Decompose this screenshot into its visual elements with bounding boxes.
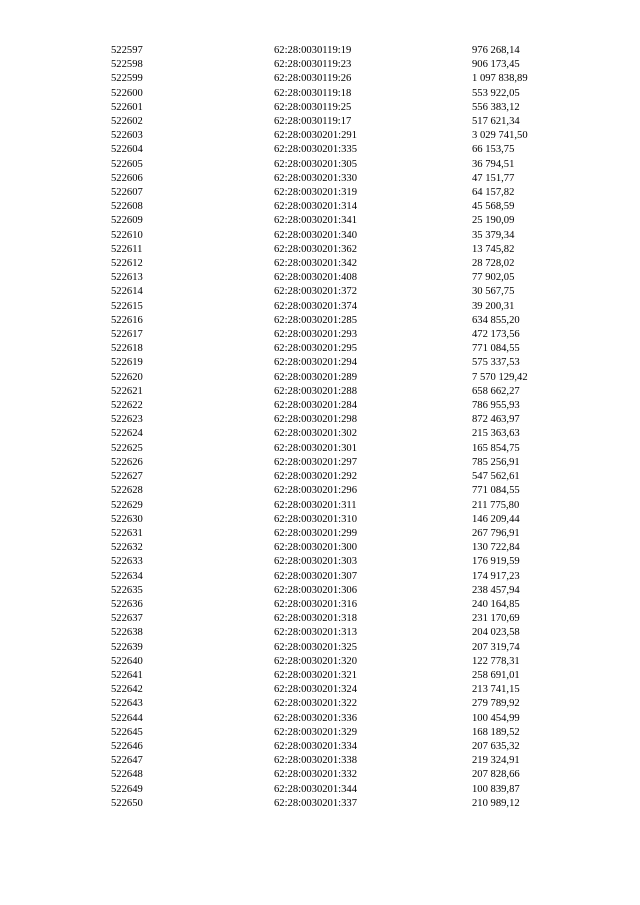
- table-body: [111, 44, 562, 811]
- cadastral-value-cell: 472 173,56: [472, 329, 520, 341]
- cadastral-number-cell: 62:28:0030201:298: [274, 414, 357, 426]
- cadastral-number-cell: 62:28:0030201:300: [274, 542, 357, 554]
- cadastral-value-cell: 906 173,45: [472, 59, 520, 71]
- record-number-cell: 522599: [111, 73, 143, 85]
- record-number-cell: 522615: [111, 300, 143, 312]
- cadastral-number-cell: 62:28:0030201:335: [274, 144, 357, 156]
- cadastral-value-cell: 267 796,91: [472, 527, 520, 539]
- record-number-cell: 522643: [111, 698, 143, 710]
- record-number-cell: 522609: [111, 215, 143, 227]
- table-row: [111, 101, 562, 115]
- record-number-cell: 522624: [111, 428, 143, 440]
- cadastral-number-cell: 62:28:0030201:338: [274, 755, 357, 767]
- record-number-cell: 522607: [111, 187, 143, 199]
- cadastral-value-cell: 28 728,02: [472, 258, 515, 270]
- cadastral-value-cell: 219 324,91: [472, 755, 520, 767]
- record-number-cell: 522606: [111, 172, 143, 184]
- table-row: [111, 626, 562, 640]
- cadastral-value-cell: 634 855,20: [472, 314, 520, 326]
- cadastral-value-cell: 771 084,55: [472, 343, 520, 355]
- cadastral-number-cell: 62:28:0030201:322: [274, 698, 357, 710]
- cadastral-value-cell: 210 989,12: [472, 797, 520, 809]
- table-row: [111, 669, 562, 683]
- cadastral-value-cell: 168 189,52: [472, 726, 520, 738]
- cadastral-value-cell: 165 854,75: [472, 442, 520, 454]
- cadastral-number-cell: 62:28:0030201:324: [274, 684, 357, 696]
- cadastral-value-cell: 130 722,84: [472, 542, 520, 554]
- cadastral-value-cell: 517 621,34: [472, 116, 520, 128]
- cadastral-number-cell: 62:28:0030201:293: [274, 329, 357, 341]
- cadastral-number-cell: 62:28:0030201:299: [274, 527, 357, 539]
- cadastral-number-cell: 62:28:0030201:284: [274, 400, 357, 412]
- record-number-cell: 522619: [111, 357, 143, 369]
- cadastral-value-cell: 35 379,34: [472, 229, 515, 241]
- cadastral-number-cell: 62:28:0030201:320: [274, 655, 357, 667]
- table-row: [111, 768, 562, 782]
- record-number-cell: 522621: [111, 385, 143, 397]
- record-number-cell: 522627: [111, 471, 143, 483]
- cadastral-number-cell: 62:28:0030201:321: [274, 669, 357, 681]
- table-row: [111, 726, 562, 740]
- cadastral-number-cell: 62:28:0030201:303: [274, 556, 357, 568]
- cadastral-value-cell: 25 190,09: [472, 215, 515, 227]
- cadastral-value-cell: 231 170,69: [472, 613, 520, 625]
- record-number-cell: 522598: [111, 59, 143, 71]
- cadastral-value-cell: 207 635,32: [472, 740, 520, 752]
- cadastral-number-cell: 62:28:0030201:301: [274, 442, 357, 454]
- cadastral-value-cell: 785 256,91: [472, 456, 520, 468]
- cadastral-number-cell: 62:28:0030201:344: [274, 783, 357, 795]
- cadastral-value-cell: 45 568,59: [472, 201, 515, 213]
- table-row: [111, 300, 562, 314]
- table-row: [111, 87, 562, 101]
- record-number-cell: 522636: [111, 598, 143, 610]
- cadastral-number-cell: 62:28:0030201:330: [274, 172, 357, 184]
- table-row: [111, 115, 562, 129]
- cadastral-value-cell: 976 268,14: [472, 45, 520, 56]
- table-row: [111, 499, 562, 513]
- table-row: [111, 399, 562, 413]
- cadastral-number-cell: 62:28:0030119:25: [274, 101, 352, 113]
- record-number-cell: 522644: [111, 712, 143, 724]
- table-row: [111, 427, 562, 441]
- record-number-cell: 522612: [111, 258, 143, 270]
- cadastral-value-cell: 215 363,63: [472, 428, 520, 440]
- table-row: [111, 271, 562, 285]
- record-number-cell: 522650: [111, 797, 143, 809]
- cadastral-value-cell: 3 029 741,50: [472, 130, 528, 142]
- table-row: [111, 754, 562, 768]
- record-number-cell: 522632: [111, 542, 143, 554]
- table-row: [111, 527, 562, 541]
- table-row: [111, 570, 562, 584]
- table-row: [111, 584, 562, 598]
- cadastral-value-cell: 658 662,27: [472, 385, 520, 397]
- cadastral-value-cell: 786 955,93: [472, 400, 520, 412]
- cadastral-number-cell: 62:28:0030201:297: [274, 456, 357, 468]
- record-number-cell: 522597: [111, 45, 143, 56]
- cadastral-number-cell: 62:28:0030201:319: [274, 187, 357, 199]
- table-row: [111, 740, 562, 754]
- table-row: [111, 285, 562, 299]
- cadastral-number-cell: 62:28:0030201:314: [274, 201, 357, 213]
- record-number-cell: 522601: [111, 101, 143, 113]
- cadastral-number-cell: 62:28:0030201:318: [274, 613, 357, 625]
- record-number-cell: 522639: [111, 641, 143, 653]
- cadastral-value-cell: 174 917,23: [472, 570, 520, 582]
- cadastral-value-cell: 213 741,15: [472, 684, 520, 696]
- cadastral-value-cell: 1 097 838,89: [472, 73, 528, 85]
- cadastral-value-cell: 575 337,53: [472, 357, 520, 369]
- cadastral-value-cell: 204 023,58: [472, 627, 520, 639]
- record-number-cell: 522620: [111, 371, 143, 383]
- cadastral-number-cell: 62:28:0030201:337: [274, 797, 357, 809]
- record-number-cell: 522649: [111, 783, 143, 795]
- cadastral-number-cell: 62:28:0030201:325: [274, 641, 357, 653]
- cadastral-number-cell: 62:28:0030201:288: [274, 385, 357, 397]
- table-row: [111, 456, 562, 470]
- cadastral-number-cell: 62:28:0030201:289: [274, 371, 357, 383]
- table-row: [111, 541, 562, 555]
- table-row: [111, 484, 562, 498]
- record-number-cell: 522625: [111, 442, 143, 454]
- cadastral-number-cell: 62:28:0030201:311: [274, 499, 357, 511]
- table-row: [111, 356, 562, 370]
- table-row: [111, 72, 562, 86]
- cadastral-value-cell: 122 778,31: [472, 655, 520, 667]
- table-row: [111, 598, 562, 612]
- table-row: [111, 513, 562, 527]
- cadastral-number-cell: 62:28:0030201:307: [274, 570, 357, 582]
- cadastral-value-cell: 240 164,85: [472, 598, 520, 610]
- record-number-cell: 522640: [111, 655, 143, 667]
- cadastral-number-cell: 62:28:0030201:285: [274, 314, 357, 326]
- cadastral-value-cell: 211 775,80: [472, 499, 520, 511]
- table-row: [111, 314, 562, 328]
- table-row: [111, 158, 562, 172]
- table-row: [111, 783, 562, 797]
- table-row: [111, 655, 562, 669]
- table-row: [111, 257, 562, 271]
- cadastral-number-cell: 62:28:0030201:305: [274, 158, 357, 170]
- record-number-cell: 522646: [111, 740, 143, 752]
- cadastral-value-cell: 77 902,05: [472, 272, 515, 284]
- table-row: [111, 612, 562, 626]
- record-number-cell: 522648: [111, 769, 143, 781]
- cadastral-value-cell: 146 209,44: [472, 513, 520, 525]
- cadastral-number-cell: 62:28:0030119:26: [274, 73, 352, 85]
- cadastral-number-cell: 62:28:0030201:334: [274, 740, 357, 752]
- table-row: [111, 129, 562, 143]
- cadastral-value-cell: 7 570 129,42: [472, 371, 528, 383]
- cadastral-value-cell: 36 794,51: [472, 158, 515, 170]
- record-number-cell: 522634: [111, 570, 143, 582]
- cadastral-value-cell: 207 319,74: [472, 641, 520, 653]
- cadastral-value-cell: 547 562,61: [472, 471, 520, 483]
- cadastral-value-cell: 100 839,87: [472, 783, 520, 795]
- cadastral-number-cell: 62:28:0030201:362: [274, 243, 357, 255]
- cadastral-value-cell: 30 567,75: [472, 286, 515, 298]
- cadastral-value-cell: 258 691,01: [472, 669, 520, 681]
- cadastral-number-cell: 62:28:0030201:294: [274, 357, 357, 369]
- record-number-cell: 522613: [111, 272, 143, 284]
- cadastral-number-cell: 62:28:0030201:374: [274, 300, 357, 312]
- table-row: [111, 413, 562, 427]
- record-number-cell: 522605: [111, 158, 143, 170]
- cadastral-value-cell: 238 457,94: [472, 584, 520, 596]
- record-number-cell: 522614: [111, 286, 143, 298]
- cadastral-number-cell: 62:28:0030119:18: [274, 87, 352, 99]
- table-row: [111, 385, 562, 399]
- cadastral-value-cell: 66 153,75: [472, 144, 515, 156]
- cadastral-number-cell: 62:28:0030201:292: [274, 471, 357, 483]
- table-row: [111, 44, 562, 58]
- table-row: [111, 229, 562, 243]
- record-number-cell: 522617: [111, 329, 143, 341]
- cadastral-value-cell: 553 922,05: [472, 87, 520, 99]
- table-row: [111, 328, 562, 342]
- cadastral-value-cell: 279 789,92: [472, 698, 520, 710]
- table-row: [111, 371, 562, 385]
- cadastral-value-cell: 100 454,99: [472, 712, 520, 724]
- cadastral-value-cell: 64 157,82: [472, 187, 515, 199]
- cadastral-number-cell: 62:28:0030201:302: [274, 428, 357, 440]
- cadastral-value-cell: 771 084,55: [472, 485, 520, 497]
- cadastral-number-cell: 62:28:0030201:332: [274, 769, 357, 781]
- table-row: [111, 172, 562, 186]
- record-number-cell: 522647: [111, 755, 143, 767]
- table-row: [111, 58, 562, 72]
- record-number-cell: 522600: [111, 87, 143, 99]
- table-row: [111, 470, 562, 484]
- table-row: [111, 712, 562, 726]
- cadastral-number-cell: 62:28:0030201:342: [274, 258, 357, 270]
- table-row: [111, 200, 562, 214]
- record-number-cell: 522629: [111, 499, 143, 511]
- cadastral-number-cell: 62:28:0030201:291: [274, 130, 357, 142]
- record-number-cell: 522616: [111, 314, 143, 326]
- record-number-cell: 522635: [111, 584, 143, 596]
- cadastral-number-cell: 62:28:0030119:19: [274, 45, 352, 56]
- table-row: [111, 442, 562, 456]
- record-number-cell: 522603: [111, 130, 143, 142]
- cadastral-number-cell: 62:28:0030201:408: [274, 272, 357, 284]
- record-number-cell: 522623: [111, 414, 143, 426]
- record-number-cell: 522611: [111, 243, 143, 255]
- cadastral-number-cell: 62:28:0030201:296: [274, 485, 357, 497]
- cadastral-value-cell: 207 828,66: [472, 769, 520, 781]
- cadastral-number-cell: 62:28:0030119:23: [274, 59, 352, 71]
- cadastral-value-cell: 556 383,12: [472, 101, 520, 113]
- record-number-cell: 522630: [111, 513, 143, 525]
- record-number-cell: 522602: [111, 116, 143, 128]
- record-number-cell: 522604: [111, 144, 143, 156]
- cadastral-value-cell: 176 919,59: [472, 556, 520, 568]
- cadastral-number-cell: 62:28:0030201:295: [274, 343, 357, 355]
- table-row: [111, 797, 562, 811]
- record-number-cell: 522628: [111, 485, 143, 497]
- cadastral-number-cell: 62:28:0030201:341: [274, 215, 357, 227]
- record-number-cell: 522645: [111, 726, 143, 738]
- record-number-cell: 522641: [111, 669, 143, 681]
- cadastral-number-cell: 62:28:0030201:306: [274, 584, 357, 596]
- record-number-cell: 522622: [111, 400, 143, 412]
- table-row: [111, 641, 562, 655]
- cadastral-number-cell: 62:28:0030201:313: [274, 627, 357, 639]
- cadastral-number-cell: 62:28:0030201:329: [274, 726, 357, 738]
- cadastral-number-cell: 62:28:0030119:17: [274, 116, 352, 128]
- cadastral-value-table: [111, 44, 562, 811]
- table-row: [111, 697, 562, 711]
- record-number-cell: 522626: [111, 456, 143, 468]
- record-number-cell: 522618: [111, 343, 143, 355]
- cadastral-value-cell: 47 151,77: [472, 172, 515, 184]
- table-row: [111, 342, 562, 356]
- record-number-cell: 522610: [111, 229, 143, 241]
- record-number-cell: 522631: [111, 527, 143, 539]
- table-row: [111, 555, 562, 569]
- cadastral-number-cell: 62:28:0030201:336: [274, 712, 357, 724]
- cadastral-number-cell: 62:28:0030201:310: [274, 513, 357, 525]
- cadastral-number-cell: 62:28:0030201:372: [274, 286, 357, 298]
- cadastral-number-cell: 62:28:0030201:316: [274, 598, 357, 610]
- record-number-cell: 522633: [111, 556, 143, 568]
- record-number-cell: 522637: [111, 613, 143, 625]
- table-row: [111, 243, 562, 257]
- cadastral-value-cell: 39 200,31: [472, 300, 515, 312]
- record-number-cell: 522642: [111, 684, 143, 696]
- record-number-cell: 522638: [111, 627, 143, 639]
- table-row: [111, 143, 562, 157]
- cadastral-number-cell: 62:28:0030201:340: [274, 229, 357, 241]
- table-row: [111, 186, 562, 200]
- table-row: [111, 683, 562, 697]
- cadastral-value-cell: 872 463,97: [472, 414, 520, 426]
- cadastral-value-cell: 13 745,82: [472, 243, 515, 255]
- record-number-cell: 522608: [111, 201, 143, 213]
- table-row: [111, 214, 562, 228]
